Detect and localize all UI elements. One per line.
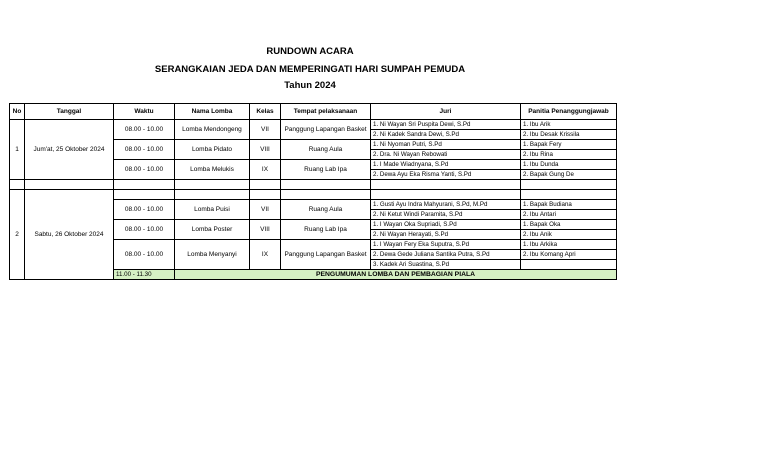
event-name: Lomba Menyanyi [175, 240, 250, 270]
event-class: VII [250, 120, 281, 140]
event-name: Lomba Poster [175, 220, 250, 240]
event-class: IX [250, 240, 281, 270]
col-time: Waktu [114, 104, 175, 120]
event-name: Lomba Melukis [175, 160, 250, 180]
col-event: Nama Lomba [175, 104, 250, 120]
event-time: 08.00 - 10.00 [114, 140, 175, 160]
judge-cell: 1. Ni Nyoman Putri, S.Pd [371, 140, 521, 150]
judge-cell: 2. Dra. Ni Wayan Rebowati [371, 150, 521, 160]
day-number-text: 2 [15, 231, 19, 238]
judge-cell: 2. Ni Ketut Windi Paramita, S.Pd [371, 210, 521, 220]
event-time: 08.00 - 10.00 [114, 200, 175, 220]
day-number: 1 [10, 120, 25, 180]
col-committee: Panitia Penanggungjawab [521, 104, 617, 120]
col-class: Kelas [250, 104, 281, 120]
committee-cell: 2. Ibu Anik [521, 230, 617, 240]
judge-cell: 1. Ni Wayan Sri Puspita Dewi, S.Pd [371, 120, 521, 130]
committee-cell: 1. Ibu Dunda [521, 160, 617, 170]
committee-cell: 1. Bapak Fery [521, 140, 617, 150]
event-place: Ruang Aula [281, 200, 371, 220]
event-name: Lomba Pidato [175, 140, 250, 160]
event-place: Ruang Lab Ipa [281, 220, 371, 240]
day-date [25, 190, 114, 280]
judge-cell: 3. Kadek Ari Suastina, S.Pd [371, 260, 521, 270]
committee-cell: 2. Ibu Rina [521, 150, 617, 160]
event-class: VIII [250, 220, 281, 240]
committee-cell [521, 260, 617, 270]
judge-cell: 1. I Wayan Oka Supriadi, S.Pd [371, 220, 521, 230]
event-time: 08.00 - 10.00 [114, 160, 175, 180]
committee-cell: 2. Ibu Desak Krissila [521, 130, 617, 140]
event-time: 08.00 - 10.00 [114, 120, 175, 140]
committee-cell: 1. Bapak Budiana [521, 200, 617, 210]
document-year: Tahun 2024 [284, 80, 336, 91]
col-place: Tempat pelaksanaan [281, 104, 371, 120]
event-place: Panggung Lapangan Basket [281, 240, 371, 270]
judge-cell: 2. Dewa Ayu Eka Risma Yanti, S.Pd [371, 170, 521, 180]
event-place: Ruang Aula [281, 140, 371, 160]
spacer-row [10, 190, 617, 200]
rundown-table [9, 103, 617, 280]
judge-cell: 2. Dewa Gede Juliana Santika Putra, S.Pd [371, 250, 521, 260]
committee-cell: 1. Bapak Oka [521, 220, 617, 230]
committee-cell: 2. Bapak Gung De [521, 170, 617, 180]
col-judges: Juri [371, 104, 521, 120]
closing-time: 11.00 - 11.30 [114, 270, 175, 280]
closing-label: PENGUMUMAN LOMBA DAN PEMBAGIAN PIALA [175, 270, 617, 280]
event-time: 08.00 - 10.00 [114, 240, 175, 270]
committee-cell: 1. Ibu Arkika [521, 240, 617, 250]
table-row [10, 120, 617, 130]
day-date: Jum'at, 25 Oktober 2024 [25, 120, 114, 180]
event-place: Panggung Lapangan Basket [281, 120, 371, 140]
day-number [10, 190, 25, 280]
committee-cell: 2. Ibu Komang Apri [521, 250, 617, 260]
event-time: 08.00 - 10.00 [114, 220, 175, 240]
event-name: Lomba Mendongeng [175, 120, 250, 140]
event-class: VIII [250, 140, 281, 160]
col-no: No [10, 104, 25, 120]
event-name: Lomba Puisi [175, 200, 250, 220]
judge-cell: 2. Ni Wayan Herayati, S.Pd [371, 230, 521, 240]
judge-cell: 1. I Made Wiadnyana, S.Pd [371, 160, 521, 170]
judge-cell: 1. I Wayan Fery Eka Suputra, S.Pd [371, 240, 521, 250]
event-place: Ruang Lab Ipa [281, 160, 371, 180]
committee-cell: 2. Ibu Antari [521, 210, 617, 220]
judge-cell: 1. Gusti Ayu Indra Mahyurani, S.Pd, M.Pd [371, 200, 521, 210]
day-date-text: Sabtu, 26 Oktober 2024 [34, 231, 104, 238]
header-row [10, 104, 617, 120]
event-class: VII [250, 200, 281, 220]
event-class: IX [250, 160, 281, 180]
judge-cell: 2. Ni Kadek Sandra Dewi, S.Pd [371, 130, 521, 140]
committee-cell: 1. Ibu Arik [521, 120, 617, 130]
col-date: Tanggal [25, 104, 114, 120]
document-title: RUNDOWN ACARA [266, 46, 354, 57]
document-subtitle: SERANGKAIAN JEDA DAN MEMPERINGATI HARI SUMPAH PEMUDA [154, 64, 466, 75]
spacer-row [10, 180, 617, 190]
